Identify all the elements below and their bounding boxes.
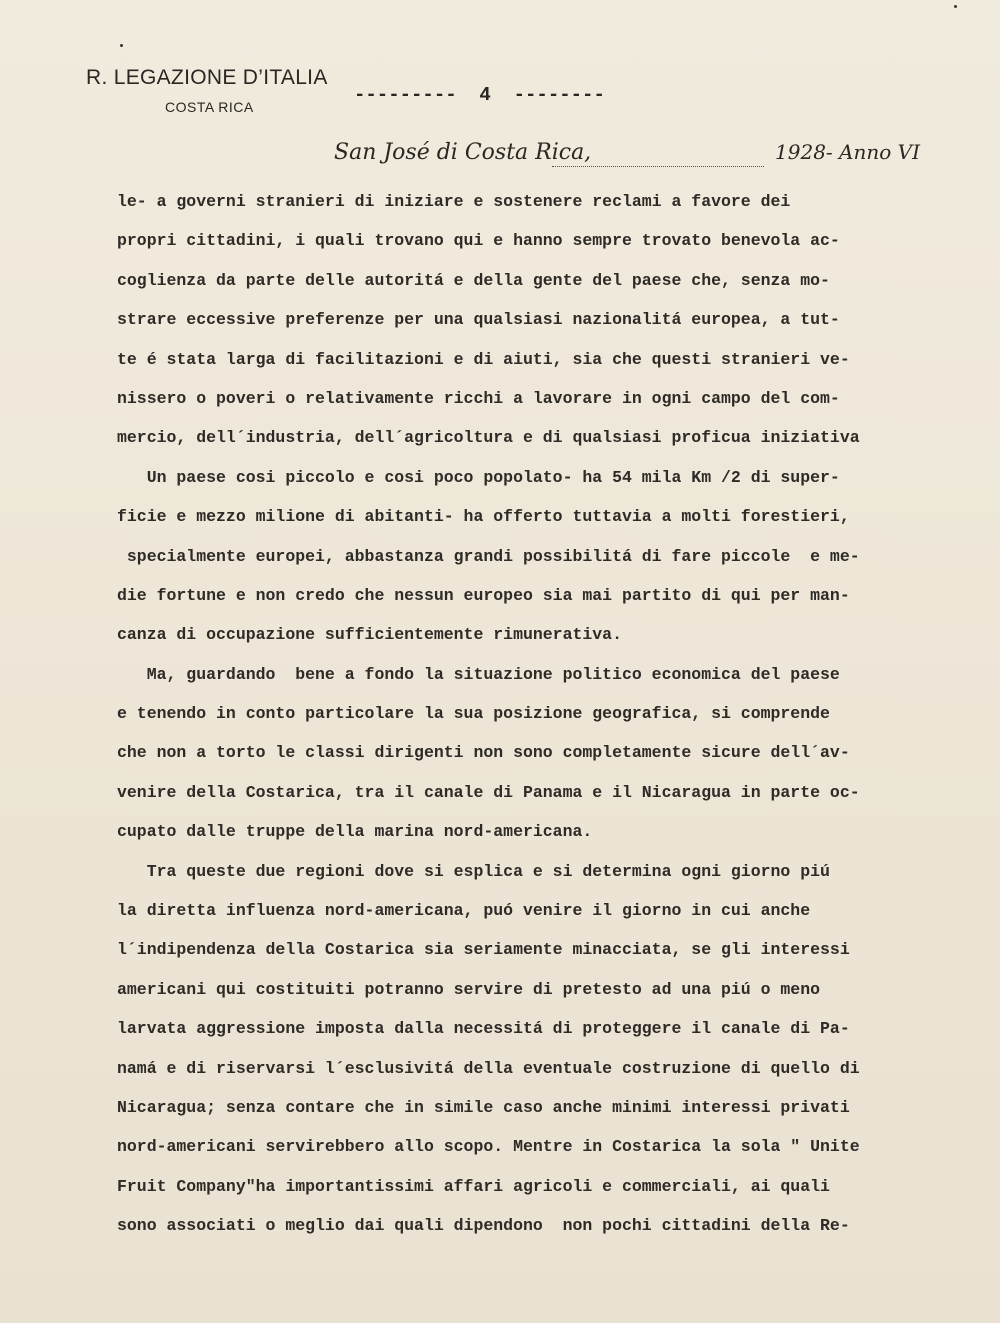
letter-body — [117, 182, 997, 1246]
body-line: mercio, dell´industria, dell´agricoltura e di qualsiasi proficua iniziativa — [117, 428, 860, 448]
body-line: canza di occupazione sufficientemente rimunerativa. — [117, 625, 622, 645]
ink-speck — [120, 44, 123, 47]
letterhead-subtitle: COSTA RICA — [165, 99, 254, 115]
dateline-dots — [552, 166, 764, 167]
body-line: americani qui costituiti potranno servire di pretesto ad una piú o meno — [117, 979, 821, 999]
letterhead — [86, 66, 328, 115]
body-line: propri cittadini, i quali trovano qui e hanno sempre trovato benevola ac- — [117, 231, 840, 251]
dateline — [334, 136, 926, 170]
dateline-year: 1928- Anno VI — [775, 140, 920, 164]
body-line: die fortune e non credo che nessun europeo sia mai partito di qui per man- — [117, 585, 850, 605]
body-line: venire della Costarica, tra il canale di Panama e il Nicaragua in parte oc- — [117, 782, 860, 802]
body-line: ficie e mezzo milione di abitanti- ha offerto tuttavia a molti forestieri, — [117, 507, 850, 527]
body-line: Ma, guardando bene a fondo la situazione politico economica del paese — [117, 664, 840, 684]
body-line: strare eccessive preferenze per una qualsiasi nazionalitá europea, a tut- — [117, 310, 840, 330]
letterhead-title: R. LEGAZIONE D’ITALIA — [86, 66, 328, 89]
body-line: la diretta influenza nord-americana, puó venire il giorno in cui anche — [117, 901, 811, 921]
body-line: che non a torto le classi dirigenti non sono completamente sicure dell´av- — [117, 743, 850, 763]
body-line: sono associati o meglio dai quali dipendono non pochi cittadini della Re- — [117, 1216, 850, 1236]
ink-speck — [954, 5, 957, 8]
body-line: namá e di riservarsi l´esclusivitá della eventuale costruzione di quello di — [117, 1058, 860, 1078]
page-number: --------- 4 -------- — [354, 84, 605, 106]
body-line: le- a governi stranieri di iniziare e sostenere reclami a favore dei — [117, 192, 791, 211]
body-line: Tra queste due regioni dove si esplica e si determina ogni giorno piú — [117, 861, 830, 881]
body-line: te é stata larga di facilitazioni e di aiuti, sia che questi stranieri ve- — [117, 349, 850, 369]
body-line: cupato dalle truppe della marina nord-americana. — [117, 822, 593, 842]
body-line: Fruit Company"ha importantissimi affari agricoli e commerciali, ai quali — [117, 1176, 830, 1196]
body-line: nissero o poveri o relativamente ricchi a lavorare in ogni campo del com- — [117, 388, 840, 408]
body-line: e tenendo in conto particolare la sua posizione geografica, si comprende — [117, 704, 830, 724]
body-line: specialmente europei, abbastanza grandi possibilitá di fare piccole e me- — [117, 546, 860, 566]
body-line: larvata aggressione imposta dalla necessitá di proteggere il canale di Pa- — [117, 1019, 850, 1039]
body-line: Nicaragua; senza contare che in simile caso anche minimi interessi privati — [117, 1097, 850, 1117]
body-line: Un paese cosi piccolo e cosi poco popolato- ha 54 mila Km /2 di super- — [117, 467, 840, 487]
body-line: l´indipendenza della Costarica sia seriamente minacciata, se gli interessi — [117, 940, 850, 960]
body-line: coglienza da parte delle autoritá e della gente del paese che, senza mo- — [117, 270, 830, 290]
dateline-place: San José di Costa Rica, — [334, 140, 592, 165]
body-line: nord-americani servirebbero allo scopo. Mentre in Costarica la sola " Unite — [117, 1137, 860, 1157]
